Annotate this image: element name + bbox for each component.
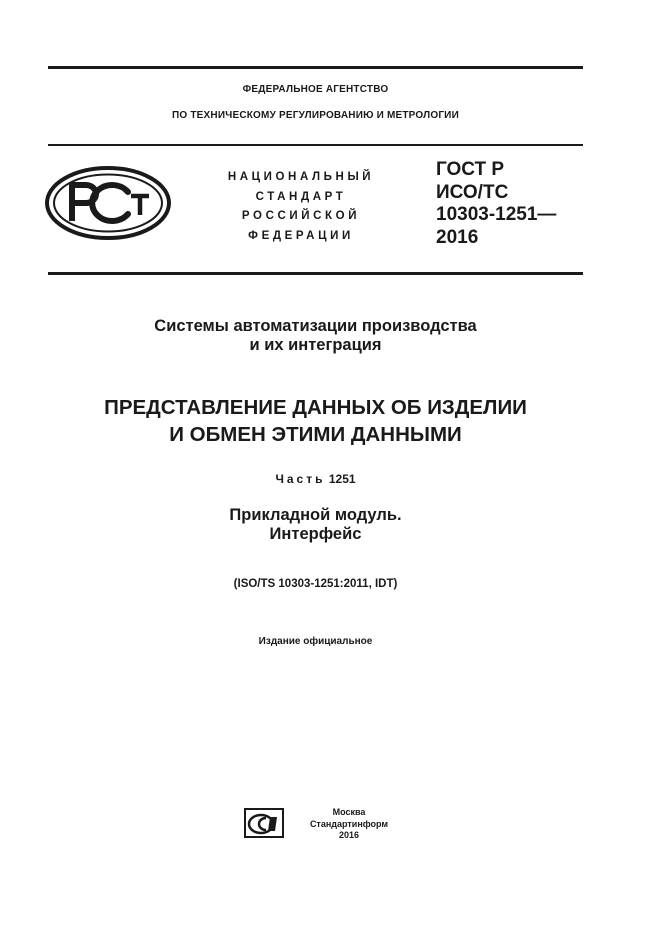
module-line-2: Интерфейс <box>269 525 362 543</box>
agency-name-line-2: ПО ТЕХНИЧЕСКОМУ РЕГУЛИРОВАНИЮ И МЕТРОЛОГИИ <box>172 110 459 121</box>
agency-name-line-1: ФЕДЕРАЛЬНОЕ АГЕНТСТВО <box>242 84 389 95</box>
national-line: ФЕДЕРАЦИИ <box>248 229 354 242</box>
publisher-name: Стандартинформ <box>309 818 389 829</box>
national-standard-label <box>196 168 406 246</box>
part-value: 1251 <box>328 472 356 486</box>
publisher-city: Москва <box>332 807 366 817</box>
middle-rule <box>48 144 583 146</box>
subject-line-1: Системы автоматизации производства <box>154 317 477 335</box>
standard-line: ИСО/ТС <box>436 181 509 203</box>
rst-certification-mark-icon <box>44 165 172 241</box>
document-title <box>48 394 583 448</box>
standard-line: ГОСТ Р <box>436 159 505 180</box>
subject-line-2: и их интеграция <box>249 336 382 354</box>
publisher-year: 2016 <box>338 830 360 840</box>
standard-designation <box>436 159 556 249</box>
title-line-2: И ОБМЕН ЭТИМИ ДАННЫМИ <box>169 423 462 446</box>
module-title <box>48 506 583 544</box>
publisher-block <box>304 807 394 842</box>
top-rule <box>48 66 583 69</box>
bottom-rule <box>48 272 583 275</box>
standard-line: 10303-1251— <box>436 204 557 225</box>
title-line-1: ПРЕДСТАВЛЕНИЕ ДАННЫХ ОБ ИЗДЕЛИИ <box>104 396 527 419</box>
standard-line: 2016 <box>436 226 479 248</box>
module-line-1: Прикладной модуль. <box>229 506 402 524</box>
part-number <box>48 472 583 486</box>
iso-reference: (ISO/TS 10303-1251:2011, IDT) <box>233 578 398 590</box>
part-label: Часть <box>275 472 326 486</box>
edition-label: Издание официальное <box>258 636 373 647</box>
standartinform-logo-icon <box>244 808 284 838</box>
national-line: СТАНДАРТ <box>255 190 347 203</box>
subject-heading <box>48 317 583 355</box>
national-line: РОССИЙСКОЙ <box>241 210 361 222</box>
national-line: НАЦИОНАЛЬНЫЙ <box>227 171 375 183</box>
